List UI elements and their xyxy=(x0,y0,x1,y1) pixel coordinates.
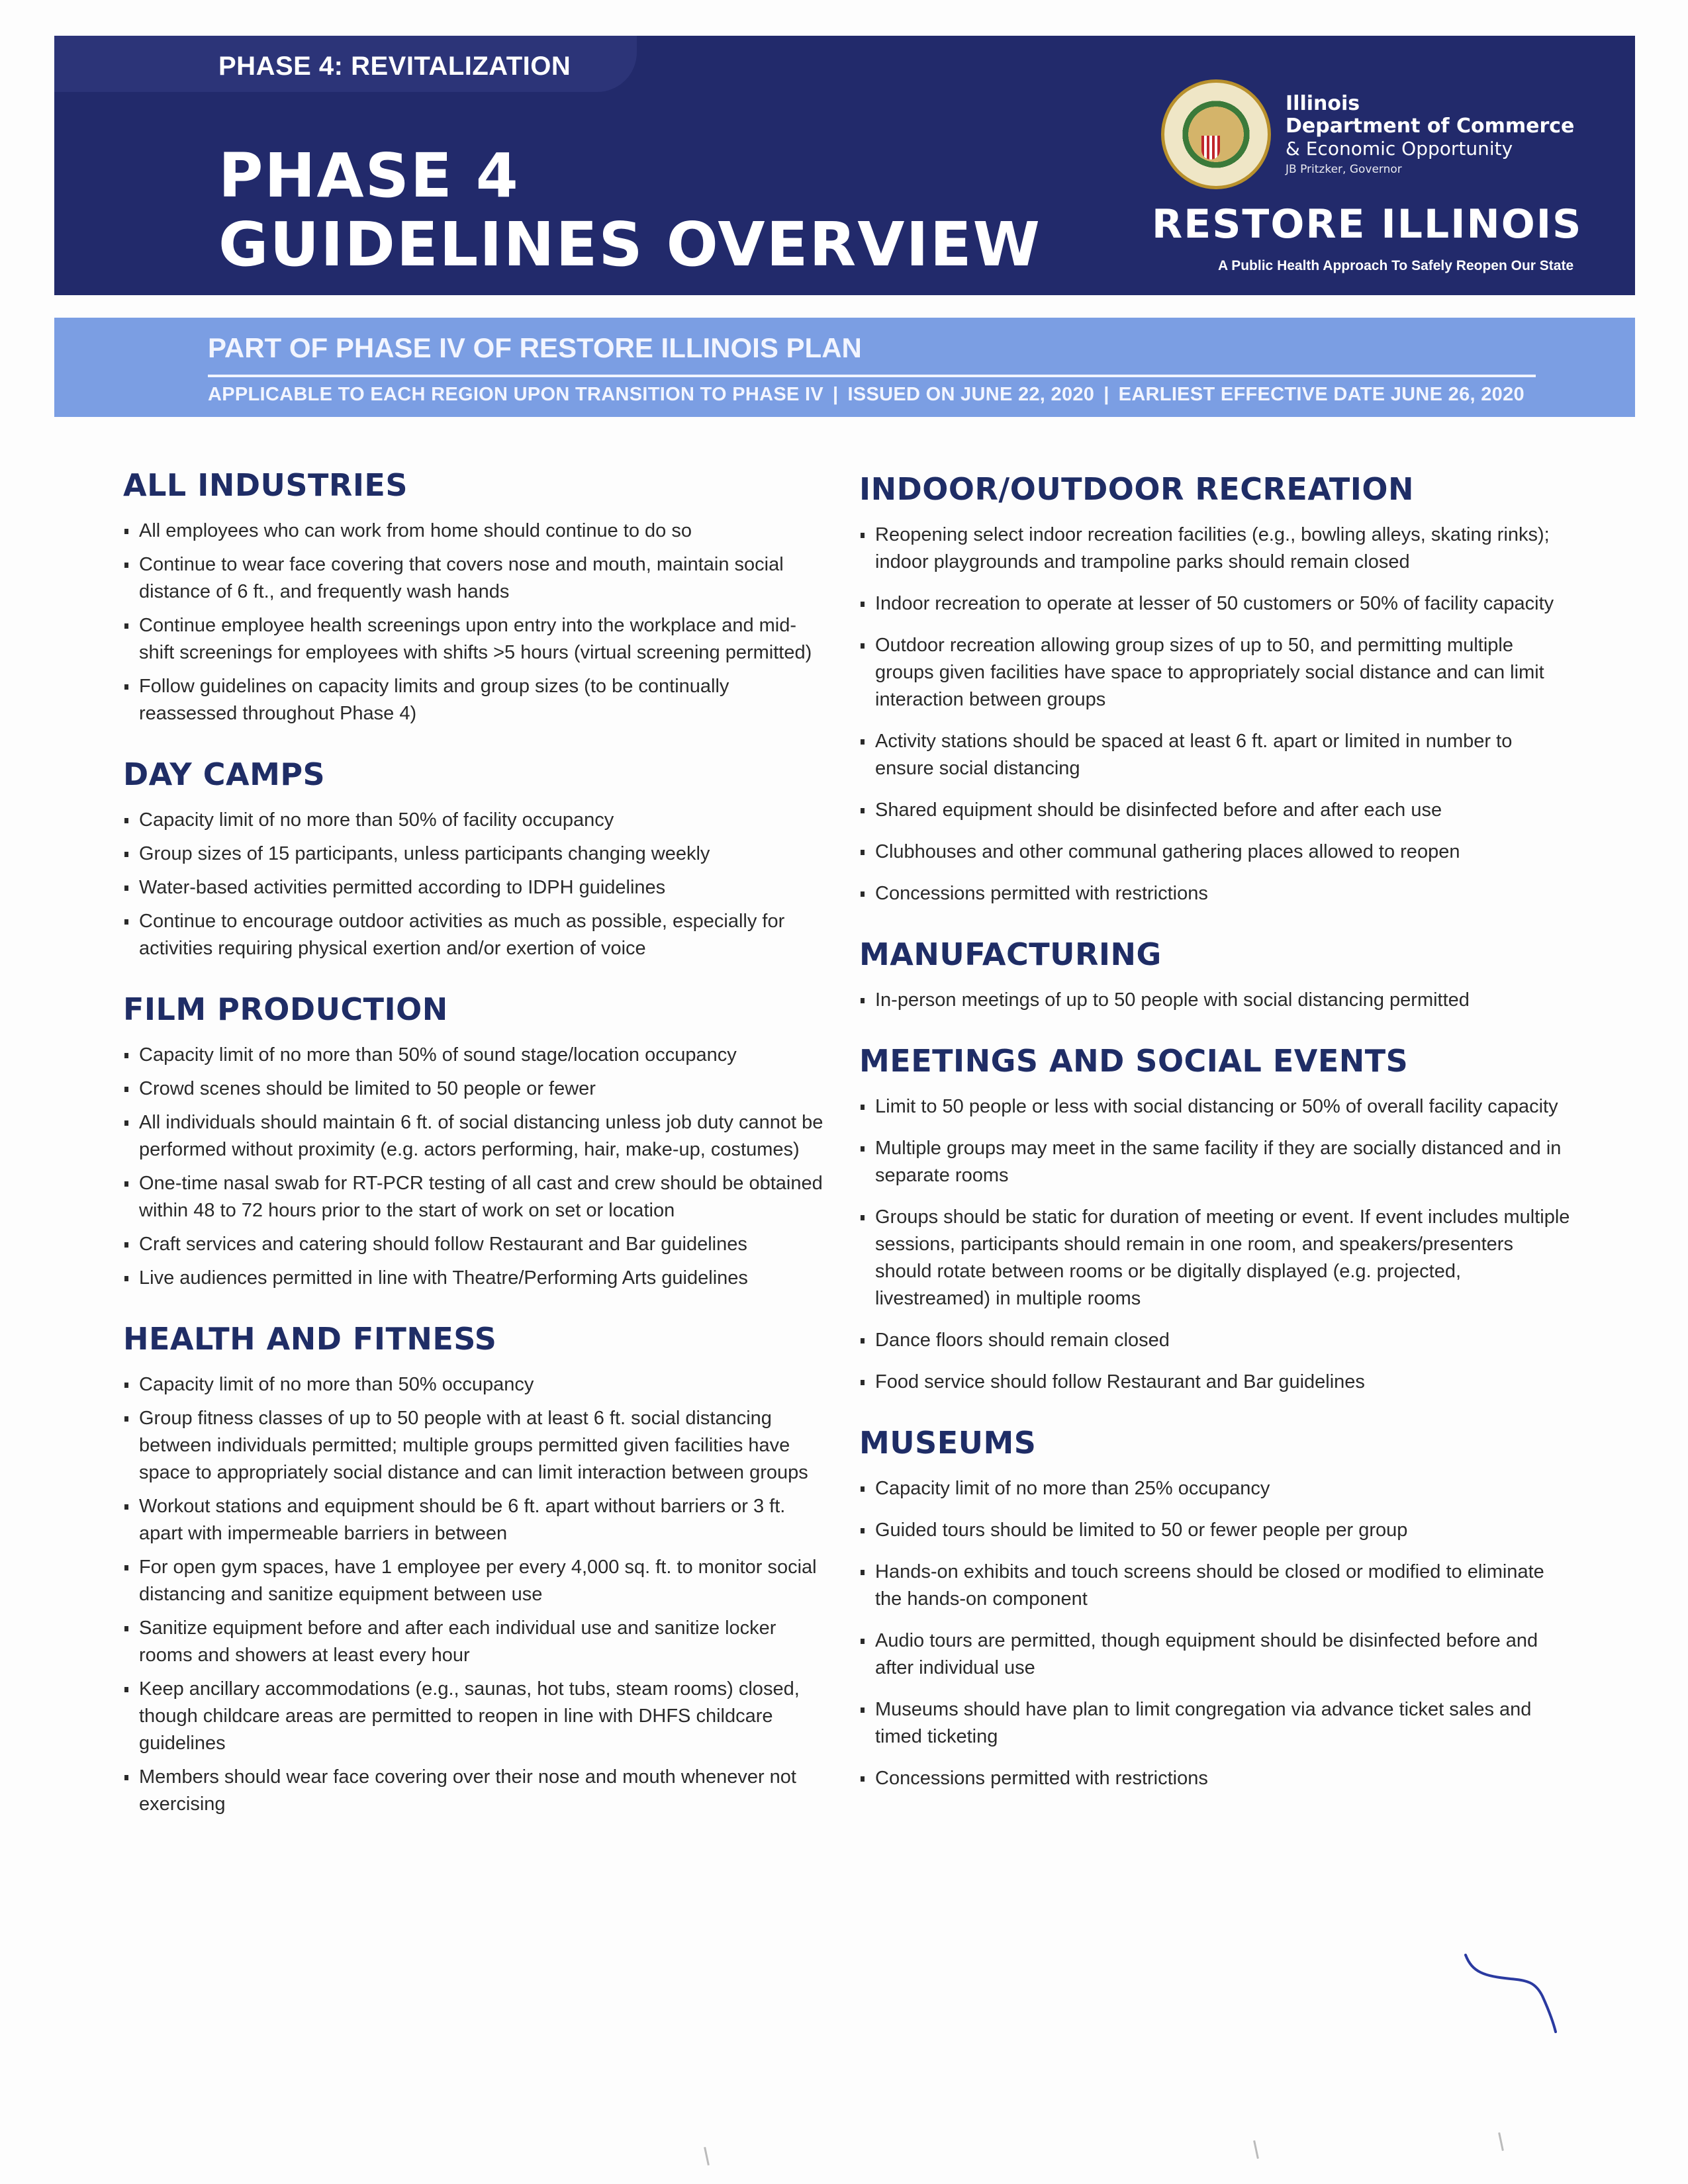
section-heading: DAY CAMPS xyxy=(123,756,326,792)
list-item: Activity stations should be spaced at least 6 ft. apart or limited in number to ensure social distancing xyxy=(859,728,1574,782)
effective-date: EARLIEST EFFECTIVE DATE JUNE 26, 2020 xyxy=(1118,384,1524,405)
list-item: Reopening select indoor recreation facilities (e.g., bowling alleys, skating rinks); indoor playgrounds and trampoline parks should remain closed xyxy=(859,522,1574,576)
department-logo-text xyxy=(1286,93,1574,179)
phase-label: PHASE 4: REVITALIZATION xyxy=(218,52,571,81)
list-item: All employees who can work from home should continue to do so xyxy=(123,518,825,545)
page-title xyxy=(218,142,1041,279)
right-column xyxy=(859,471,1574,1821)
list-item: Continue to encourage outdoor activities as much as possible, especially for activities requiring physical exertion and/or exertion of voice xyxy=(123,908,825,962)
pen-stroke-mark xyxy=(1450,1933,1569,2038)
section-heading: MEETINGS AND SOCIAL EVENTS xyxy=(859,1043,1409,1079)
section-meetings xyxy=(859,1043,1574,1396)
list-item: Live audiences permitted in line with Theatre/Performing Arts guidelines xyxy=(123,1265,825,1292)
section-all-industries xyxy=(123,467,825,727)
brand-tagline: A Public Health Approach To Safely Reopen Our State xyxy=(1218,258,1574,273)
dept-name: Department of Commerce xyxy=(1286,114,1575,138)
list-item: Members should wear face covering over their nose and mouth whenever not exercising xyxy=(123,1764,825,1818)
section-heading: INDOOR/OUTDOOR RECREATION xyxy=(859,471,1414,507)
list-item: In-person meetings of up to 50 people with social distancing permitted xyxy=(859,987,1574,1014)
list-item: Dance floors should remain closed xyxy=(859,1327,1574,1354)
list-item: All individuals should maintain 6 ft. of social distancing unless job duty cannot be performed without proximity (e.g. actors performing, hair, make-up, costumes) xyxy=(123,1109,825,1163)
dept-governor: JB Pritzker, Governor xyxy=(1286,163,1402,176)
applicability-text: APPLICABLE TO EACH REGION UPON TRANSITION TO PHASE IV xyxy=(208,384,824,405)
list-item: Hands-on exhibits and touch screens should be closed or modified to eliminate the hands-on component xyxy=(859,1559,1574,1613)
dept-state: Illinois xyxy=(1286,92,1360,115)
section-heading: MANUFACTURING xyxy=(859,936,1162,972)
list-item: Clubhouses and other communal gathering places allowed to reopen xyxy=(859,839,1574,866)
list-item: Multiple groups may meet in the same facility if they are socially distanced and in separate rooms xyxy=(859,1135,1574,1189)
section-heading: MUSEUMS xyxy=(859,1425,1037,1461)
list-item: Crowd scenes should be limited to 50 people or fewer xyxy=(123,1075,825,1103)
list-item: Audio tours are permitted, though equipment should be disinfected before and after individual use xyxy=(859,1627,1574,1682)
section-manufacturing xyxy=(859,936,1574,1014)
list-item: Outdoor recreation allowing group sizes of up to 50, and permitting multiple groups given facilities have space to appropriately social distance and can limit interaction between groups xyxy=(859,632,1574,713)
list-item: Capacity limit of no more than 50% occupancy xyxy=(123,1371,825,1398)
list-item: One-time nasal swab for RT-PCR testing of all cast and crew should be obtained within 48 to 72 hours prior to the start of work on set or location xyxy=(123,1170,825,1224)
list-item: Workout stations and equipment should be 6 ft. apart without barriers or 3 ft. apart with impermeable barriers in between xyxy=(123,1493,825,1547)
list-item: Group fitness classes of up to 50 people with at least 6 ft. social distancing between individuals permitted; multiple groups permitted given facilities have space to appropriately social distance and can limit interaction between groups xyxy=(123,1405,825,1486)
section-health-fitness xyxy=(123,1321,825,1818)
title-line-1: PHASE 4 xyxy=(218,140,520,211)
band-title: PART OF PHASE IV OF RESTORE ILLINOIS PLAN xyxy=(208,332,862,363)
list-item: Keep ancillary accommodations (e.g., saunas, hot tubs, steam rooms) closed, though childcare areas are permitted to reopen in line with DHFS childcare guidelines xyxy=(123,1676,825,1757)
band-details xyxy=(208,384,1524,406)
section-heading: FILM PRODUCTION xyxy=(123,991,448,1027)
list-item: Capacity limit of no more than 25% occupancy xyxy=(859,1475,1574,1502)
header-banner xyxy=(54,36,1635,295)
separator: | xyxy=(1103,384,1109,405)
list-item: Indoor recreation to operate at lesser of 50 customers or 50% of facility capacity xyxy=(859,590,1574,617)
issued-date: ISSUED ON JUNE 22, 2020 xyxy=(847,384,1095,405)
separator: | xyxy=(833,384,839,405)
list-item: Shared equipment should be disinfected before and after each use xyxy=(859,797,1574,824)
list-item: Guided tours should be limited to 50 or fewer people per group xyxy=(859,1517,1574,1544)
brand-title: RESTORE ILLINOIS xyxy=(1152,201,1583,248)
list-item: Concessions permitted with restrictions xyxy=(859,880,1574,907)
list-item: Continue to wear face covering that covers nose and mouth, maintain social distance of 6 ft., and frequently wash hands xyxy=(123,551,825,606)
section-museums xyxy=(859,1425,1574,1792)
title-line-2: GUIDELINES OVERVIEW xyxy=(218,209,1042,280)
list-item: Capacity limit of no more than 50% of sound stage/location occupancy xyxy=(123,1042,825,1069)
scan-speck xyxy=(704,2147,710,2165)
left-column xyxy=(123,467,825,1847)
section-heading: HEALTH AND FITNESS xyxy=(123,1321,497,1357)
list-item: Follow guidelines on capacity limits and group sizes (to be continually reassessed throughout Phase 4) xyxy=(123,673,825,727)
list-item: Group sizes of 15 participants, unless participants changing weekly xyxy=(123,841,825,868)
list-item: Limit to 50 people or less with social distancing or 50% of overall facility capacity xyxy=(859,1093,1574,1120)
section-heading: ALL INDUSTRIES xyxy=(123,467,408,503)
section-recreation xyxy=(859,471,1574,907)
list-item: Continue employee health screenings upon entry into the workplace and mid-shift screenings for employees with shifts >5 hours (virtual screening permitted) xyxy=(123,612,825,666)
section-day-camps xyxy=(123,756,825,962)
plan-info-band xyxy=(54,318,1635,417)
list-item: Concessions permitted with restrictions xyxy=(859,1765,1574,1792)
list-item: Water-based activities permitted according to IDPH guidelines xyxy=(123,874,825,901)
list-item: Craft services and catering should follow Restaurant and Bar guidelines xyxy=(123,1231,825,1258)
list-item: Capacity limit of no more than 50% of facility occupancy xyxy=(123,807,825,834)
band-divider xyxy=(208,375,1536,377)
list-item: Groups should be static for duration of meeting or event. If event includes multiple sessions, participants should remain in one room, and speakers/presenters should rotate between rooms or be digitally displayed (e.g. projected, livestreamed) in multiple rooms xyxy=(859,1204,1574,1312)
list-item: Museums should have plan to limit congregation via advance ticket sales and timed ticketing xyxy=(859,1696,1574,1751)
state-seal-icon xyxy=(1161,79,1271,189)
list-item: For open gym spaces, have 1 employee per every 4,000 sq. ft. to monitor social distancing and sanitize equipment between use xyxy=(123,1554,825,1608)
list-item: Sanitize equipment before and after each individual use and sanitize locker rooms and showers at least every hour xyxy=(123,1615,825,1669)
scan-speck xyxy=(1498,2132,1504,2151)
scan-speck xyxy=(1253,2140,1259,2159)
list-item: Food service should follow Restaurant and Bar guidelines xyxy=(859,1369,1574,1396)
dept-subname: & Economic Opportunity xyxy=(1286,138,1513,159)
section-film-production xyxy=(123,991,825,1292)
